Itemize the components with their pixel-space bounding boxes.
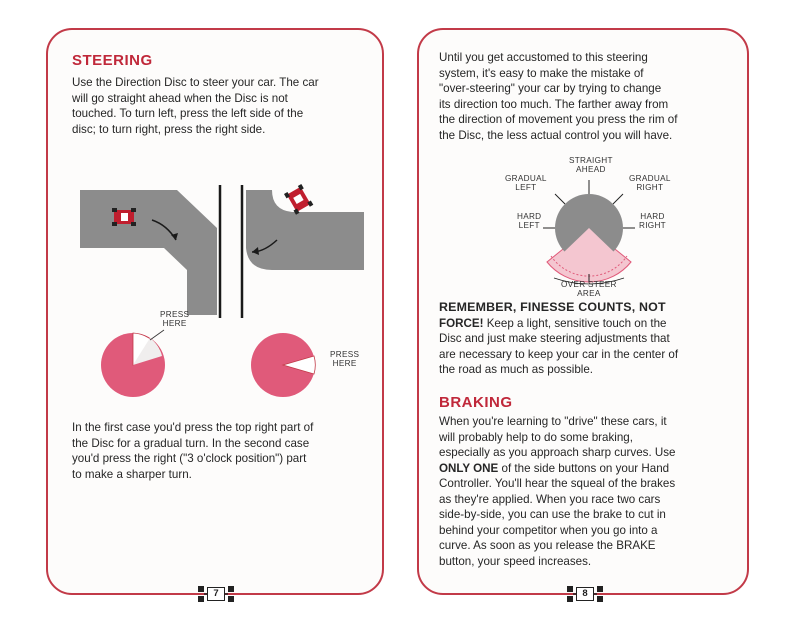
braking-line: will probably help to do some braking, [439,430,633,444]
label-text: HARD [517,212,542,221]
press-here-label [330,350,359,368]
road-illustration [72,170,372,320]
press-here-label [160,310,189,328]
label-text: HARD [640,212,665,221]
label-gradual-right [629,174,671,192]
label-hard-left [517,212,541,230]
label-text: AHEAD [576,165,606,174]
race-car-2 [284,184,313,215]
force-emphasis: FORCE! [439,316,484,330]
press-here-text: HERE [332,359,357,368]
oversteer-intro [439,50,739,143]
page-number: 7 [207,587,225,601]
pointer-line [148,328,168,342]
remember-line: the road as much as possible. [439,363,594,376]
steering-intro [72,75,372,137]
remember-line: are necessary to keep your car in the center of [439,347,679,361]
label-text: LEFT [518,221,540,230]
remember-line: Disc and just make steering adjustments that [439,332,670,345]
label-text: RIGHT [636,183,664,192]
braking-line [439,461,744,477]
braking-line: button, your speed increases. [439,554,592,568]
gradual-curve-road [80,190,217,315]
label-hard-right [639,212,666,230]
caption-line: to make a sharper turn. [72,467,192,481]
steering-intro-line: touched. To turn left, press the left side of the [72,107,304,120]
label-text: GRADUAL [505,174,547,183]
braking-line: curve. As soon as you release the BRAKE [439,539,656,552]
label-text: AREA [577,289,601,298]
remember-emphasis: REMEMBER, FINESSE COUNTS, NOT [439,300,666,314]
label-gradual-left [505,174,547,192]
braking-line: Controller. You'll hear the squeal of the brakes [439,477,676,490]
intro-line: its direction too much. The farther away from [439,97,669,111]
steering-intro-line: disc; to turn right, press the right side. [72,122,266,136]
braking-heading: BRAKING [439,394,513,411]
race-car-1 [112,208,136,226]
remember-line [439,316,744,332]
steering-intro-line: will go straight ahead when the Disc is not [72,91,288,105]
braking-line: side-by-side, you can use the brake to cut in [439,508,666,521]
label-straight-ahead [569,156,613,174]
page-number-badge [565,583,605,605]
page-number: 8 [576,587,594,601]
right-page [417,28,749,599]
braking-line: When you're learning to "drive" these cars, it [439,415,667,428]
label-text: STRAIGHT [569,156,613,165]
braking-line-rest: of the side buttons on your Hand [501,461,670,475]
intro-line: the direction of movement you press the rim of [439,113,678,126]
direction-disc-sharp [248,330,318,400]
press-here-text: HERE [162,319,187,328]
braking-line: as they're applied. When you race two cars [439,492,661,506]
label-text: OVER STEER [561,280,617,289]
steering-intro-line: Use the Direction Disc to steer your car. The car [72,76,319,89]
left-page [46,28,384,599]
steering-caption [72,420,377,482]
steering-heading: STEERING [72,52,153,69]
intro-line: "over-steering" your car by trying to change [439,82,662,95]
label-over-steer-area [561,280,617,298]
intro-line: the Disc, the less actual control you will have. [439,128,673,142]
press-here-text: PRESS [160,310,190,319]
intro-line: Until you get accustomed to this steering [439,51,648,64]
braking-paragraph [439,414,744,569]
label-text: LEFT [515,183,537,192]
remember-paragraph [439,300,744,378]
pointer-gradual-left [555,194,565,204]
braking-line: behind your competitor when you go into a [439,523,658,537]
braking-line: especially as you approach sharp curves. Use [439,446,676,459]
remember-line-rest: Keep a light, sensitive touch on the [486,316,667,330]
page-number-badge [196,583,236,605]
pointer-gradual-right [613,194,623,204]
label-text: RIGHT [639,221,666,230]
label-text: GRADUAL [629,174,671,183]
intro-line: system, it's easy to make the mistake of [439,66,644,80]
caption-line: In the first case you'd press the top right part of [72,421,314,434]
press-here-text: PRESS [330,350,360,359]
caption-line: you'd press the right ("3 o'clock position") part [72,452,307,465]
caption-line: the Disc for a gradual turn. In the second case [72,436,310,450]
only-one-emphasis: ONLY ONE [439,461,499,475]
